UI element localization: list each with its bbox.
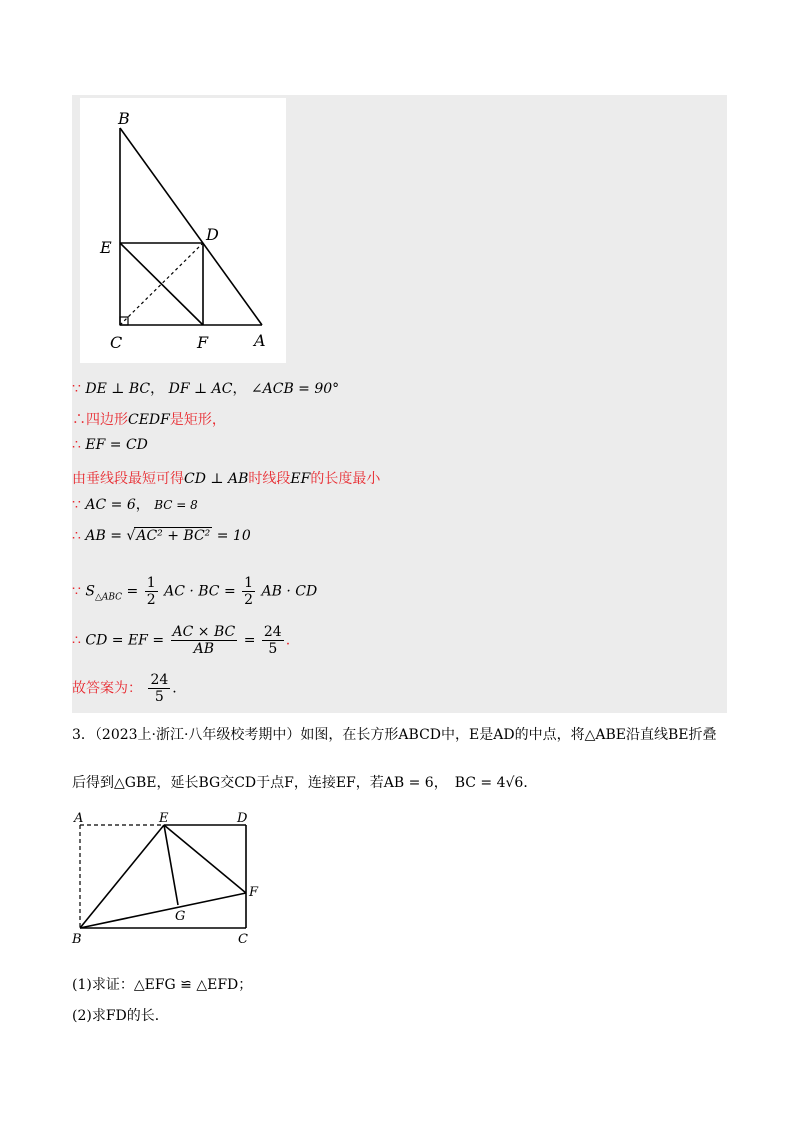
solution-line-3: [72, 437, 148, 453]
solution-line-2: [72, 409, 226, 429]
label-d: D: [237, 811, 248, 826]
therefore-symbol: ∴: [72, 632, 81, 649]
equals: =: [243, 632, 256, 649]
numerator: AC × BC: [172, 624, 236, 640]
fraction-half: [145, 575, 158, 608]
numerator: 1: [146, 575, 156, 591]
label-d: D: [206, 225, 219, 244]
value-bc: BC = 8: [154, 498, 198, 512]
question-3-part-2: (2)求FD的长．: [72, 1008, 169, 1024]
denominator: AB: [193, 641, 215, 657]
numerator: 1: [244, 575, 254, 591]
rectangle-figure: [70, 810, 270, 950]
sqrt-symbol: √: [126, 528, 136, 544]
solution-line-8: [72, 624, 290, 657]
denominator: 5: [268, 641, 278, 657]
fraction-24-5: [262, 624, 284, 657]
segment-ab: [120, 128, 262, 325]
var-cedf: CEDF: [128, 412, 170, 428]
separator: ，: [232, 381, 247, 397]
triangle-figure-svg: [80, 98, 286, 363]
text: 的长度最小: [310, 471, 381, 487]
radicand: AC² + BC²: [136, 528, 211, 544]
rectangle-figure-svg: [70, 810, 270, 950]
label-b: B: [72, 932, 82, 947]
text: 是矩形，: [169, 412, 226, 428]
denominator: 5: [154, 689, 164, 705]
answer-label: 故答案为：: [72, 680, 142, 697]
solution-line-5: [72, 494, 198, 514]
expr-ab: AB =: [85, 528, 122, 544]
text: 由垂线段最短可得: [72, 471, 184, 487]
segment-ef: [120, 243, 203, 325]
fraction-half: [242, 575, 255, 608]
cond-cd-perp-ab: CD ⊥ AB: [184, 471, 249, 487]
separator: ，: [150, 381, 165, 397]
separator: ，: [135, 497, 150, 513]
because-symbol: ∵: [72, 583, 81, 600]
area-s: S: [85, 583, 95, 600]
question-3-line-2: 后得到△GBE，延长BG交CD于点F，连接EF，若AB = 6， BC = 4√6．: [72, 775, 538, 791]
label-f: F: [249, 885, 259, 900]
solution-line-6: [72, 527, 251, 544]
condition-de-perp-bc: DE ⊥ BC: [85, 381, 151, 397]
label-c: C: [110, 333, 123, 352]
segment-ef: [164, 825, 246, 893]
label-a: A: [74, 811, 84, 826]
result: = 10: [216, 528, 251, 544]
label-f: F: [197, 333, 209, 352]
because-symbol: ∵: [72, 497, 81, 513]
expr-ef-eq-cd: EF = CD: [85, 437, 148, 453]
expr-ab-cd: AB · CD: [261, 583, 318, 600]
therefore-symbol: ∴: [72, 528, 81, 544]
therefore-symbol: ∴: [72, 437, 81, 453]
label-e: E: [159, 811, 169, 826]
answer-line: [72, 672, 177, 705]
condition-df-perp-ac: DF ⊥ AC: [168, 381, 233, 397]
label-b: B: [118, 109, 130, 128]
question-3-line-1: 3．（2023上·浙江·八年级校考期中）如图，在长方形ABCD中，E是AD的中点，将△ABE沿直线BE折叠: [72, 727, 717, 743]
solution-line-1: [72, 378, 339, 398]
numerator: 24: [263, 624, 282, 640]
segment-eg: [164, 825, 178, 905]
expr-cd-ef: CD = EF =: [85, 632, 165, 649]
fraction-ac-bc-over-ab: [171, 624, 238, 657]
denominator: 2: [146, 592, 156, 608]
therefore-symbol: ∴: [72, 412, 86, 428]
question-3-part-1: (1)求证：△EFG ≌ △EFD；: [72, 977, 253, 993]
label-e: E: [100, 238, 112, 257]
triangle-figure: [80, 98, 286, 363]
text: 四边形: [86, 412, 128, 428]
label-g: G: [175, 909, 186, 924]
equals: =: [126, 583, 139, 600]
solution-line-4: [72, 468, 380, 488]
because-symbol: ∵: [72, 381, 81, 397]
answer-fraction: [148, 672, 170, 705]
value-ac: AC = 6: [85, 497, 136, 513]
expr-ac-bc: AC · BC =: [164, 583, 236, 600]
text: 时线段: [248, 471, 291, 487]
period: .: [285, 632, 291, 649]
var-ef: EF: [290, 471, 311, 487]
solution-line-7: [72, 575, 317, 608]
numerator: 24: [150, 672, 169, 688]
area-subscript: △ABC: [94, 592, 123, 603]
denominator: 2: [244, 592, 254, 608]
label-a: A: [254, 331, 266, 350]
condition-angle-acb: ∠ACB = 90°: [250, 381, 340, 397]
period: .: [172, 680, 177, 697]
label-c: C: [238, 932, 248, 947]
